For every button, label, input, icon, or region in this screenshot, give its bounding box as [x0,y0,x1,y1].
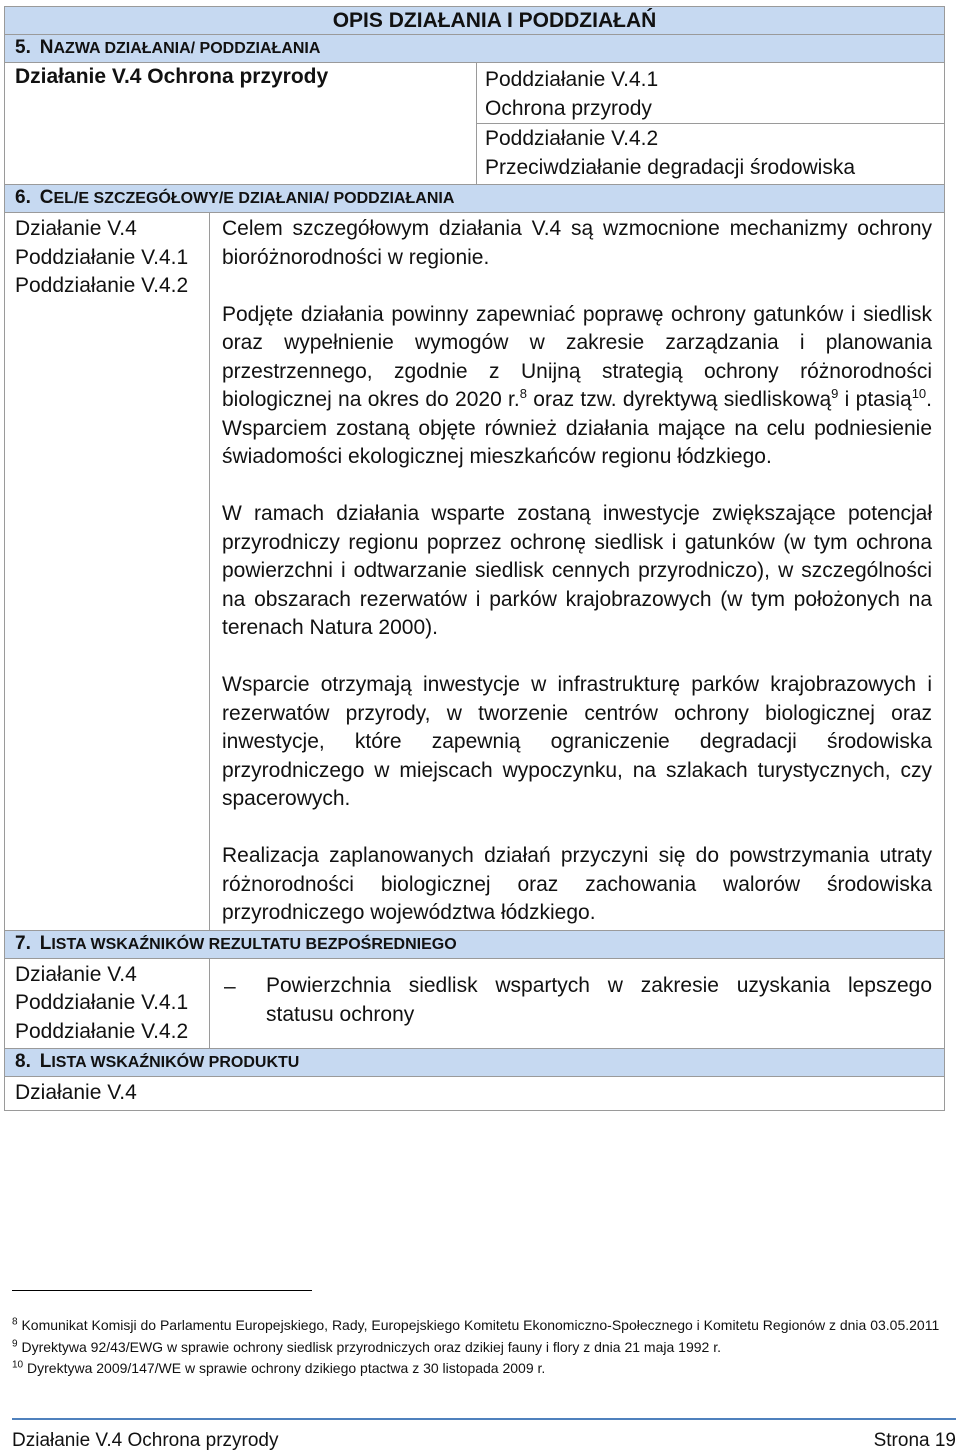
footnote-ref[interactable]: 9 [831,386,839,401]
section-7-heading: 7. LISTA WSKAŹNIKÓW REZULTATU BEZPOŚREDNIEGO [5,930,945,958]
paragraph: Realizacja zaplanowanych działań przyczyni się do powstrzymania utraty różnorodności biologicznej oraz zachowania walorów środowiska przyrodniczego województwa łódzkiego. [222,844,933,924]
footnotes [12,1290,956,1380]
paragraph: W ramach działania wsparte zostaną inwestycje zwiększające potencjał przyrodniczy regionu poprzez ochronę siedlisk i gatunków (w tym ochrona powierzchni i odtwarzanie siedlisk cennych przyrodniczo), w szczególności na obszarach rezerwatów i parków krajobrazowych (w tym położonych na terenach Natura 2000). [222,502,933,639]
paragraph: Podjęte działania powinny zapewniać poprawę ochrony gatunków i siedlisk oraz wypełnienie wymogów w zakresie zarządzania i planowania przestrzennego, zgodnie z Unijną strategią ochrony różnorodności biologicznej na okres do 2020 r.$^8$ oraz tzw. dyrektywą siedliskową$^9$ i ptasią$^{10}$. Wsparciem zostaną objęte również działania mające na celu podniesienie świadomości ekologicznej mieszkańców regionu łódzkiego. [222,302,933,468]
footnote-10: $^{10}$ Dyrektywa 2009/147/WE w sprawie ochrony dzikiego ptactwa z 30 listopada 2009 r. [12,1359,546,1376]
objective-description [210,213,945,931]
result-indicator-labels: Działanie V.4 Poddziałanie V.4.1 Poddziałanie V.4.2 [5,958,210,1049]
page-number: Strona 19 [873,1430,956,1451]
paragraph: Celem szczegółowym działania V.4 są wzmocnione mechanizmy ochrony bioróżnorodności w regionie. [222,217,933,269]
list-dash: – [224,974,236,998]
footnote-9: $^9$ Dyrektywa 92/43/EWG w sprawie ochrony siedlisk przyrodniczych oraz dzikiej fauny i flory z dnia 21 maja 1992 r. [12,1337,721,1355]
section-8-heading: 8. LISTA WSKAŹNIKÓW PRODUKTU [5,1049,945,1077]
action-name: Działanie V.4 Ochrona przyrody [5,63,477,185]
document-page [4,6,944,1111]
subaction-1: Poddziałanie V.4.1 Ochrona przyrody [477,63,945,124]
action-description-table [4,6,945,1111]
paragraph: Wsparcie otrzymają inwestycje w infrastrukturę parków krajobrazowych i rezerwatów przyrody, w tworzenie centrów ochrony biologicznej oraz inwestycje, które zapewnią ograniczenie degradacji środowiska przyrodniczego w miejscach wypoczynku, na szlakach turystycznych, czy spacerowych. [222,673,933,810]
result-indicator: – Powierzchnia siedlisk wspartych w zakresie uzyskania lepszego statusu ochrony [210,958,945,1049]
objective-labels: Działanie V.4 Poddziałanie V.4.1 Poddziałanie V.4.2 [5,213,210,931]
page-title: OPIS DZIAŁANIA I PODDZIAŁAŃ [5,7,945,35]
section-6-heading: 6. CEL/E SZCZEGÓŁOWY/E DZIAŁANIA/ PODDZIAŁANIA [5,185,945,213]
page-footer [12,1418,956,1452]
product-indicator-label: Działanie V.4 [5,1077,945,1111]
footnote-8: $^8$ Komunikat Komisji do Parlamentu Europejskiego, Rady, Europejskiego Komitetu Ekonomiczno-Społecznego i Komitetu Regionów z dnia 03.05.2011 [12,1316,940,1333]
footnote-ref[interactable]: 8 [519,386,527,401]
footer-title: Działanie V.4 Ochrona przyrody [12,1430,279,1451]
footnote-ref[interactable]: 10 [911,386,927,401]
subaction-2: Poddziałanie V.4.2 Przeciwdziałanie degradacji środowiska [477,124,945,185]
footnote-separator [12,1290,312,1291]
section-5-heading: 5. NAZWA DZIAŁANIA/ PODDZIAŁANIA [5,35,945,63]
